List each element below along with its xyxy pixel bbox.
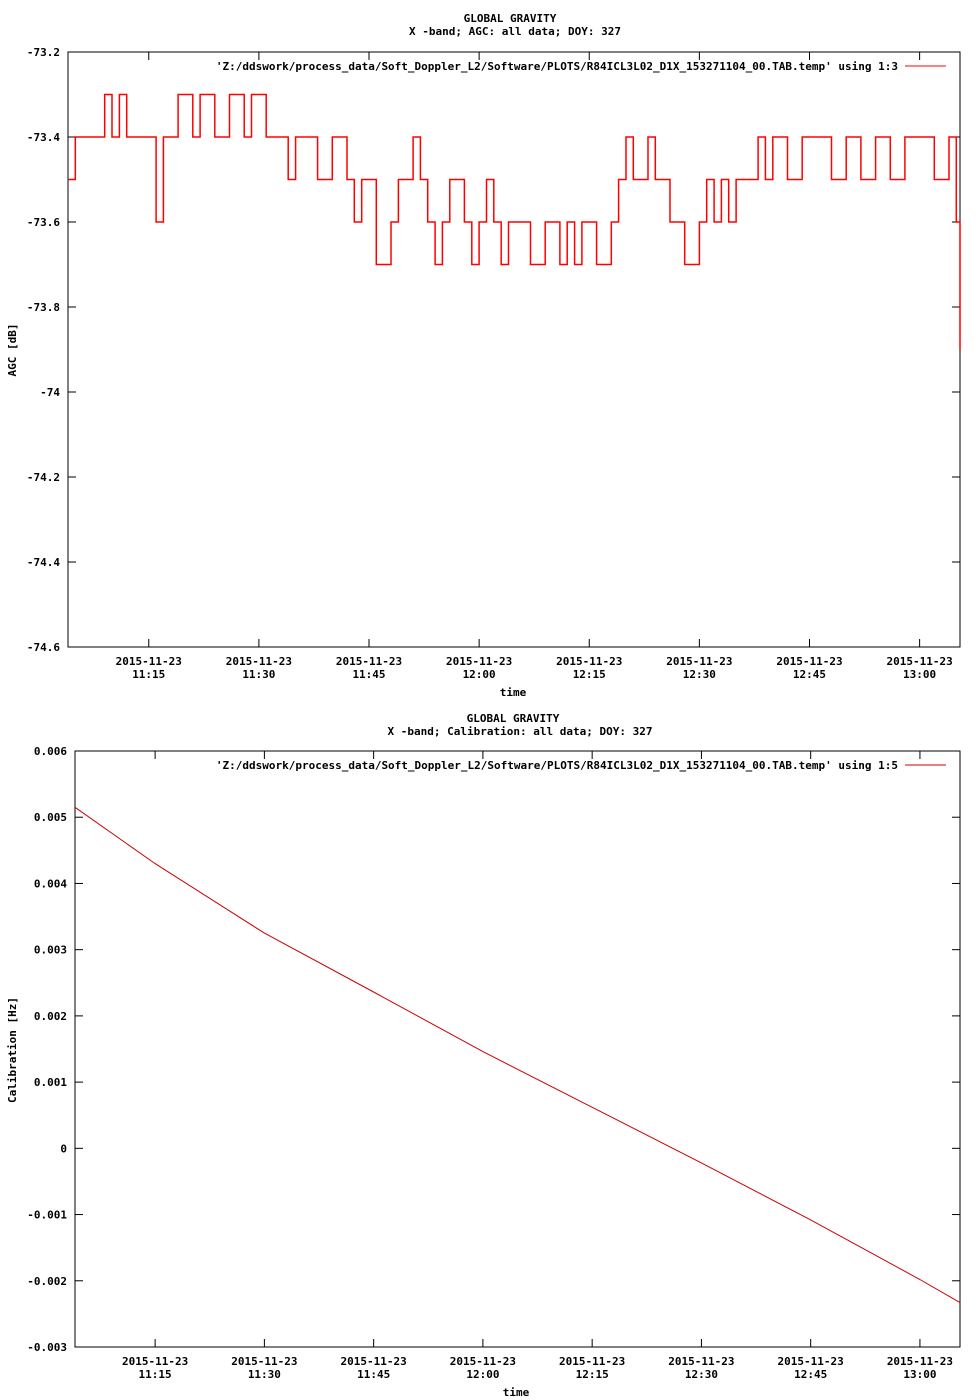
calibration-chart-subtitle: X -band; Calibration: all data; DOY: 327 [387,725,653,738]
calibration-x-tick-time: 12:45 [794,1368,828,1381]
agc-x-tick-time: 13:00 [903,668,937,681]
agc-y-tick-label: -73.6 [26,216,60,229]
calibration-y-tick-label: 0 [60,1142,67,1156]
calibration-x-tick-time: 11:30 [247,1368,281,1381]
agc-x-tick-date: 2015-11-23 [556,655,623,668]
agc-y-axis-label: AGC [dB] [6,323,19,377]
agc-x-ticks [116,52,953,681]
calibration-y-tick-label: -0.003 [27,1341,67,1354]
agc-x-tick-date: 2015-11-23 [886,655,953,668]
agc-series-group [68,95,960,350]
agc-y-tick-label: -74.6 [26,641,60,654]
agc-x-tick-date: 2015-11-23 [335,655,403,668]
agc-x-tick-date: 2015-11-23 [776,655,843,668]
calibration-plot-frame [75,751,960,1347]
calibration-x-tick-date: 2015-11-23 [449,1355,517,1368]
calibration-x-tick-date: 2015-11-23 [231,1355,298,1368]
agc-y-tick-label: -73.8 [26,301,60,314]
calibration-series-line [75,807,960,1302]
agc-y-tick-label: -74.2 [26,471,60,484]
agc-x-tick-time: 11:15 [132,668,166,681]
calibration-y-tick-label: 0.004 [33,877,67,891]
agc-x-tick-time: 12:15 [572,668,606,681]
calibration-chart-title: GLOBAL GRAVITY [466,712,560,725]
calibration-y-ticks [27,745,960,1354]
calibration-x-tick-date: 2015-11-23 [886,1355,954,1368]
calibration-y-tick-label: -0.002 [27,1274,67,1288]
calibration-x-tick-time: 11:15 [138,1368,172,1381]
agc-x-tick-date: 2015-11-23 [446,655,513,668]
calibration-legend-label: 'Z:/ddswork/process_data/Soft_Doppler_L2/Software/PLOTS/R84ICL3L02_D1X_153271104_00.TAB.temp' using 1:5 [215,759,898,772]
calibration-x-tick-time: 12:30 [684,1368,718,1381]
agc-y-tick-label: -73.4 [26,131,60,144]
agc-x-tick-time: 11:30 [242,668,276,681]
agc-legend-label: 'Z:/ddswork/process_data/Soft_Doppler_L2/Software/PLOTS/R84ICL3L02_D1X_153271104_00.TAB.temp' using 1:3 [215,60,898,73]
agc-x-tick-time: 12:00 [462,668,496,681]
calibration-chart [6,712,960,1399]
calibration-x-tick-date: 2015-11-23 [122,1355,189,1368]
calibration-x-tick-date: 2015-11-23 [777,1355,844,1368]
agc-x-axis-label: time [499,686,527,699]
calibration-y-tick-label: 0.003 [33,943,67,957]
calibration-x-tick-date: 2015-11-23 [340,1355,407,1368]
agc-x-tick-time: 12:45 [792,668,827,681]
calibration-x-tick-time: 12:15 [575,1368,609,1381]
calibration-y-tick-label: -0.001 [27,1208,67,1222]
calibration-x-tick-date: 2015-11-23 [668,1355,735,1368]
agc-x-tick-date: 2015-11-23 [225,655,292,668]
calibration-y-axis-label: Calibration [Hz] [6,997,19,1103]
calibration-series-group [75,807,960,1302]
agc-y-tick-label: -74 [40,386,60,399]
calibration-y-tick-label: 0.006 [33,745,67,758]
calibration-x-tick-time: 13:00 [903,1368,937,1381]
agc-chart-title: GLOBAL GRAVITY [463,12,557,25]
agc-plot-frame [68,52,960,647]
agc-chart [6,12,960,699]
agc-x-tick-date: 2015-11-23 [666,655,733,668]
calibration-y-tick-label: 0.005 [33,811,67,825]
calibration-x-tick-time: 11:45 [357,1368,391,1381]
agc-chart-subtitle: X -band; AGC: all data; DOY: 327 [409,25,621,38]
calibration-y-tick-label: 0.002 [33,1009,67,1023]
calibration-y-tick-label: 0.001 [33,1076,67,1090]
agc-x-tick-time: 11:45 [352,668,386,681]
calibration-x-ticks [122,751,953,1381]
agc-y-tick-label: -73.2 [26,46,60,59]
agc-y-tick-label: -74.4 [26,556,60,569]
calibration-x-tick-date: 2015-11-23 [559,1355,626,1368]
calibration-x-tick-time: 12:00 [466,1368,500,1381]
agc-x-tick-date: 2015-11-23 [115,655,182,668]
agc-series-line [68,95,960,350]
calibration-x-axis-label: time [502,1386,530,1399]
agc-x-tick-time: 12:30 [682,668,716,681]
